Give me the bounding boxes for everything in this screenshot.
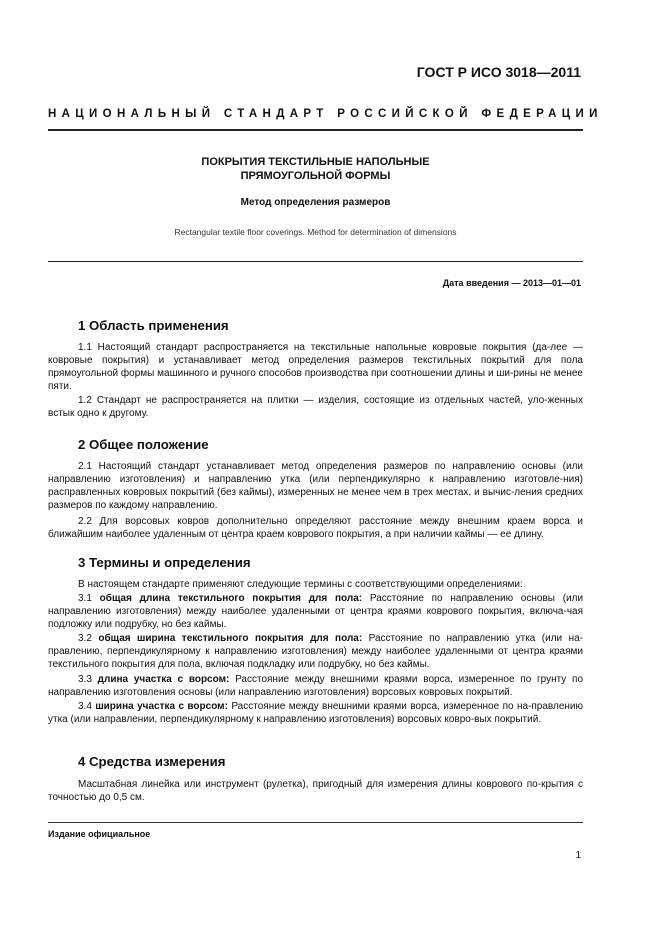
title-line-2: ПРЯМОУГОЛЬНОЙ ФОРМЫ <box>240 170 391 182</box>
paragraph-1-2: 1.2 Стандарт не распространяется на плитки — изделия, состоящие из отдельных частей, уло-женных встык одно к другому. <box>48 395 583 419</box>
term-3-1-definition: Расстояние по направлению основы (или направлению изготовления) между наиболее удаленными от центра краями коврового покрытия, включа-чая подложку или подрубку, но без каймы. <box>48 593 584 630</box>
paragraph-4: Масштабная линейка или инструмент (рулетка), пригодный для измерения длины коврового по-крытия с точностью до 0,5 см. <box>48 779 583 803</box>
term-3-4 <box>48 700 583 726</box>
term-3-3-number: 3.3 <box>78 674 92 685</box>
term-3-3-term: длина участка с ворсом: <box>97 674 230 685</box>
footer-divider <box>48 822 583 823</box>
term-3-4-definition: Расстояние между внешними краями ворса, измеренное по на-правлению утка (или направлении, перпендикулярному к направлению изготовления) ворсовых ковро-вых покрытий. <box>48 701 584 725</box>
title-divider <box>48 261 583 262</box>
term-3-2-definition: Расстояние по направлению утка (или на-правлению, перпендикулярному к направлению изготовления) между наиболее удаленными от центра краями текстильного покрытия для пола, включая подкладку или подрубку, но без каймы. <box>48 633 583 670</box>
title-line-1: ПОКРЫТИЯ ТЕКСТИЛЬНЫЕ НАПОЛЬНЫЕ <box>201 156 430 168</box>
term-3-4-term: ширина участка с ворсом: <box>95 701 228 712</box>
paragraph-2-1: 2.1 Настоящий стандарт устанавливает метод определения размеров по направлению основы (или направлению изготовления) и направлению утка (или перпендикулярно к направлению изготовле-ния) распрaвленных ковровых покрытий (без каймы), измеренных не менее чем в трех местах, и вычис-ления средних размеров по каждому направлению. <box>48 461 583 511</box>
page-number: 1 <box>575 850 581 861</box>
term-3-2 <box>48 632 583 671</box>
section-4-heading: 4 Средства измерения <box>78 754 226 769</box>
subtitle: Метод определения размеров <box>240 197 391 208</box>
paragraph-3-intro: В настоящем стандарте применяют следующие термины с соответствующими определениями: <box>78 579 523 590</box>
edition-label: Издание официальное <box>48 829 151 839</box>
term-3-2-term: общая ширина текстильного покрытия для пола: <box>98 633 363 644</box>
term-3-3-definition: Расстояние между внешними краями ворса, измеренное по грунту по направлению изготовления основы (или направлению изготовления) ворсовых ковровых покрытий. <box>48 674 584 698</box>
document-code: ГОСТ Р ИСО 3018—2011 <box>416 64 581 80</box>
term-3-1-number: 3.1 <box>78 593 92 604</box>
top-divider <box>48 129 583 131</box>
section-2-heading: 2 Общее положение <box>78 437 209 452</box>
section-3-heading: 3 Термины и определения <box>78 555 251 570</box>
paragraph-2-2: 2.2 Для ворсовых ковров дополнительно определяют расстояние между внешним краем ворса и ближайшим наиболее удаленным от центра краем коврового покрытия, а при наличии каймы — ее длину. <box>48 516 583 540</box>
paragraph-1-1: 1.1 Настоящий стандарт распространяется на текстильные напольные ковровые покрытия (да-лее — ковровые покрытия) и устанавливает метод определения размеров текстильных покрытий для пола прямоугольной формы машинного и ручного способов производства при соотношении длины и ши-рины не менее пяти. <box>48 342 583 392</box>
introduction-date: Дата введения — 2013—01—01 <box>442 278 581 288</box>
term-3-1 <box>48 592 583 631</box>
term-3-4-number: 3.4 <box>78 701 92 712</box>
term-3-1-term: общая длина текстильного покрытия для пола: <box>99 593 363 604</box>
english-title: Rectangular textile floor coverings. Method for determination of dimensions <box>174 227 457 237</box>
national-standard-banner: НАЦИОНАЛЬНЫЙ СТАНДАРТ РОССИЙСКОЙ ФЕДЕРАЦИИ <box>48 108 603 120</box>
section-1-heading: 1 Область применения <box>78 318 229 333</box>
term-3-3 <box>48 673 583 699</box>
term-3-2-number: 3.2 <box>78 633 92 644</box>
